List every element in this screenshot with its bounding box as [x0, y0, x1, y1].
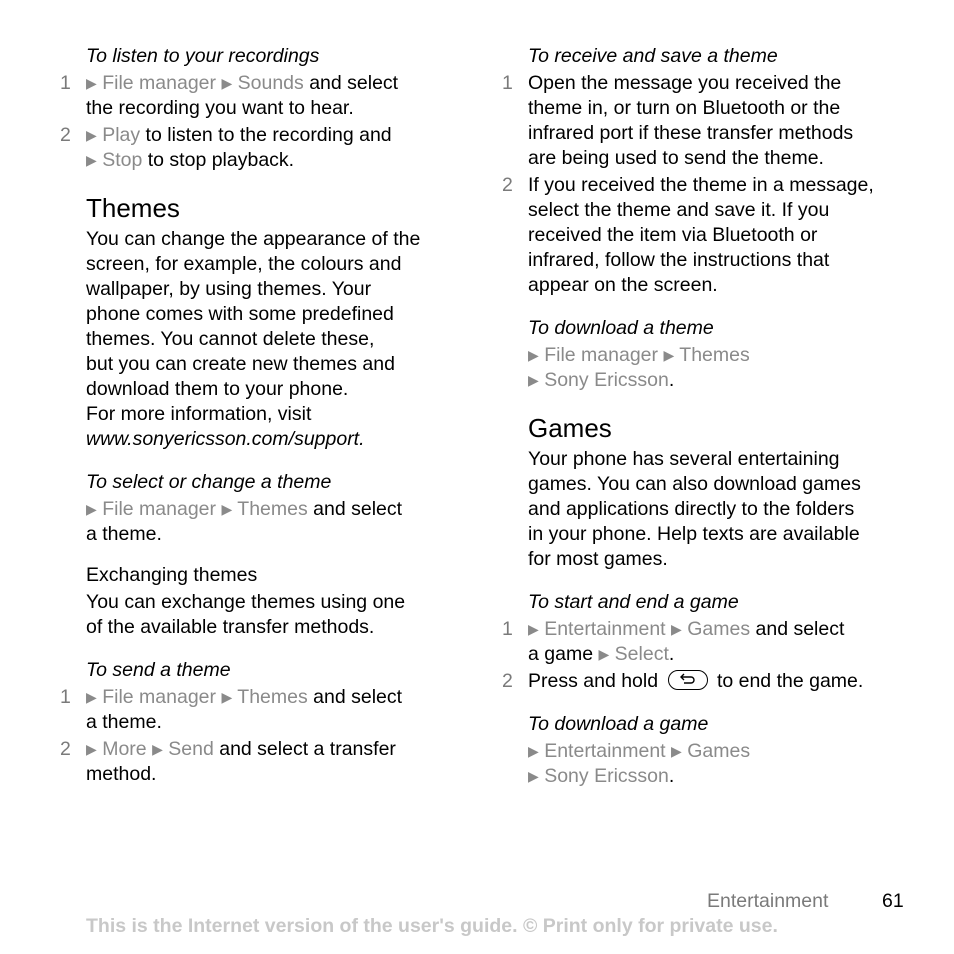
menu-path-file-manager: File manager [102, 72, 217, 94]
menu-path-file-manager: File manager [102, 686, 217, 708]
step-text: and select [303, 72, 399, 94]
subheading-exchanging-themes: Exchanging themes [86, 564, 258, 586]
arrow-icon: ▶ [86, 741, 97, 757]
step-text: received the item via Bluetooth or [528, 224, 818, 246]
arrow-icon: ▶ [671, 621, 682, 637]
menu-path-select: Select [614, 643, 669, 665]
exchange-paragraph [86, 590, 440, 640]
menu-path-themes: Themes [237, 498, 308, 520]
paragraph-line: themes. You cannot delete these, [86, 328, 375, 350]
step-text: If you received the theme in a message, [528, 174, 874, 196]
paragraph-line: Your phone has several entertaining [528, 448, 840, 470]
themes-paragraph [86, 227, 440, 452]
step-number: 1 [502, 72, 513, 94]
step-send-2 [60, 737, 440, 787]
procedure-title-download-game: To download a game [528, 713, 709, 735]
paragraph-line: phone comes with some predefined [86, 303, 394, 325]
paragraph-line: of the available transfer methods. [86, 616, 375, 638]
select-theme-instruction [86, 497, 440, 547]
procedure-title-listen: To listen to your recordings [86, 45, 320, 67]
arrow-icon: ▶ [221, 689, 233, 705]
step-text: appear on the screen. [528, 274, 718, 296]
step-receive-1 [502, 71, 882, 171]
paragraph-line: download them to your phone. [86, 378, 349, 400]
arrow-icon: ▶ [86, 152, 97, 168]
arrow-icon: ▶ [221, 75, 233, 91]
procedure-title-start-game: To start and end a game [528, 591, 739, 613]
menu-path-play: Play [102, 124, 141, 146]
menu-path-send: Send [168, 738, 214, 760]
left-column [60, 44, 440, 789]
step-number: 2 [60, 124, 71, 146]
step-text: select the theme and save it. If you [528, 199, 830, 221]
footer-section-label: Entertainment [707, 890, 829, 912]
arrow-icon: ▶ [528, 372, 539, 388]
arrow-icon: ▶ [86, 127, 97, 143]
download-theme-instruction [528, 343, 882, 393]
step-number: 1 [502, 618, 513, 640]
paragraph-line: screen, for example, the colours and [86, 253, 402, 275]
paragraph-line: wallpaper, by using themes. Your [86, 278, 372, 300]
step-start-2 [502, 669, 882, 694]
step-text: and select a transfer [213, 738, 396, 760]
arrow-icon: ▶ [528, 768, 539, 784]
step-number: 2 [502, 670, 513, 692]
paragraph-line: For more information, visit [86, 403, 312, 425]
menu-path-more: More [102, 738, 147, 760]
arrow-icon: ▶ [86, 501, 97, 517]
arrow-icon: ▶ [528, 743, 539, 759]
step-text: . [668, 369, 675, 391]
arrow-icon: ▶ [528, 621, 539, 637]
menu-path-entertainment: Entertainment [544, 740, 666, 762]
procedure-title-receive-theme: To receive and save a theme [528, 45, 778, 67]
step-text: . [668, 765, 675, 787]
paragraph-line: but you can create new themes and [86, 353, 395, 375]
menu-path-themes: Themes [237, 686, 308, 708]
step-text: Press and hold [528, 670, 659, 692]
procedure-title-select-theme: To select or change a theme [86, 471, 332, 493]
back-key-icon [668, 670, 708, 690]
procedure-title-download-theme: To download a theme [528, 317, 714, 339]
step-number: 2 [502, 174, 513, 196]
menu-path-file-manager: File manager [102, 498, 217, 520]
step-listen-1 [60, 71, 440, 121]
step-text: a game [528, 643, 599, 665]
step-text: the recording you want to hear. [86, 97, 354, 119]
step-number: 1 [60, 72, 71, 94]
arrow-icon: ▶ [152, 741, 163, 757]
step-text: to stop playback. [142, 149, 295, 171]
section-heading-games: Games [528, 413, 612, 443]
paragraph-line: You can exchange themes using one [86, 591, 406, 613]
arrow-icon: ▶ [86, 75, 97, 91]
arrow-icon: ▶ [86, 689, 97, 705]
download-game-instruction [528, 739, 882, 789]
paragraph-line: You can change the appearance of the [86, 228, 421, 250]
step-text: are being used to send the theme. [528, 147, 824, 169]
step-listen-2 [60, 123, 440, 173]
menu-path-games: Games [687, 740, 751, 762]
step-text: to listen to the recording and [140, 124, 392, 146]
arrow-icon: ▶ [663, 347, 675, 363]
support-link[interactable]: www.sonyericsson.com/support. [86, 428, 365, 450]
step-text: method. [86, 763, 157, 785]
menu-path-stop: Stop [102, 149, 143, 171]
arrow-icon: ▶ [671, 743, 682, 759]
step-receive-2 [502, 173, 882, 298]
step-send-1 [60, 685, 440, 735]
step-text: and select [307, 686, 403, 708]
step-text: . [668, 643, 675, 665]
step-text: infrared, follow the instructions that [528, 249, 830, 271]
step-text: theme in, or turn on Bluetooth or the [528, 97, 841, 119]
menu-path-file-manager: File manager [544, 344, 659, 366]
step-text: a theme. [86, 711, 162, 733]
step-number: 1 [60, 686, 71, 708]
menu-path-sony-ericsson: Sony Ericsson [544, 765, 669, 787]
paragraph-line: games. You can also download games [528, 473, 861, 495]
menu-path-sounds: Sounds [237, 72, 304, 94]
step-text: and select [307, 498, 403, 520]
step-text: and select [750, 618, 845, 640]
menu-path-entertainment: Entertainment [544, 618, 666, 640]
page-number: 61 [882, 890, 904, 912]
step-number: 2 [60, 738, 71, 760]
menu-path-sony-ericsson: Sony Ericsson [544, 369, 669, 391]
paragraph-line: and applications directly to the folders [528, 498, 855, 520]
menu-path-themes: Themes [679, 344, 750, 366]
arrow-icon: ▶ [598, 646, 610, 662]
step-text: to end the game. [716, 670, 864, 692]
arrow-icon: ▶ [528, 347, 539, 363]
step-text: a theme. [86, 523, 162, 545]
paragraph-line: in your phone. Help texts are available [528, 523, 860, 545]
right-column [502, 44, 882, 789]
section-heading-themes: Themes [86, 193, 180, 223]
procedure-title-send-theme: To send a theme [86, 659, 231, 681]
step-start-1 [502, 617, 882, 667]
arrow-icon: ▶ [221, 501, 233, 517]
paragraph-line: for most games. [528, 548, 668, 570]
copyright-notice: This is the Internet version of the user's guide. © Print only for private use. [86, 915, 778, 937]
step-text: Open the message you received the [528, 72, 842, 94]
step-text: infrared port if these transfer methods [528, 122, 854, 144]
menu-path-games: Games [687, 618, 751, 640]
games-paragraph [528, 447, 882, 572]
